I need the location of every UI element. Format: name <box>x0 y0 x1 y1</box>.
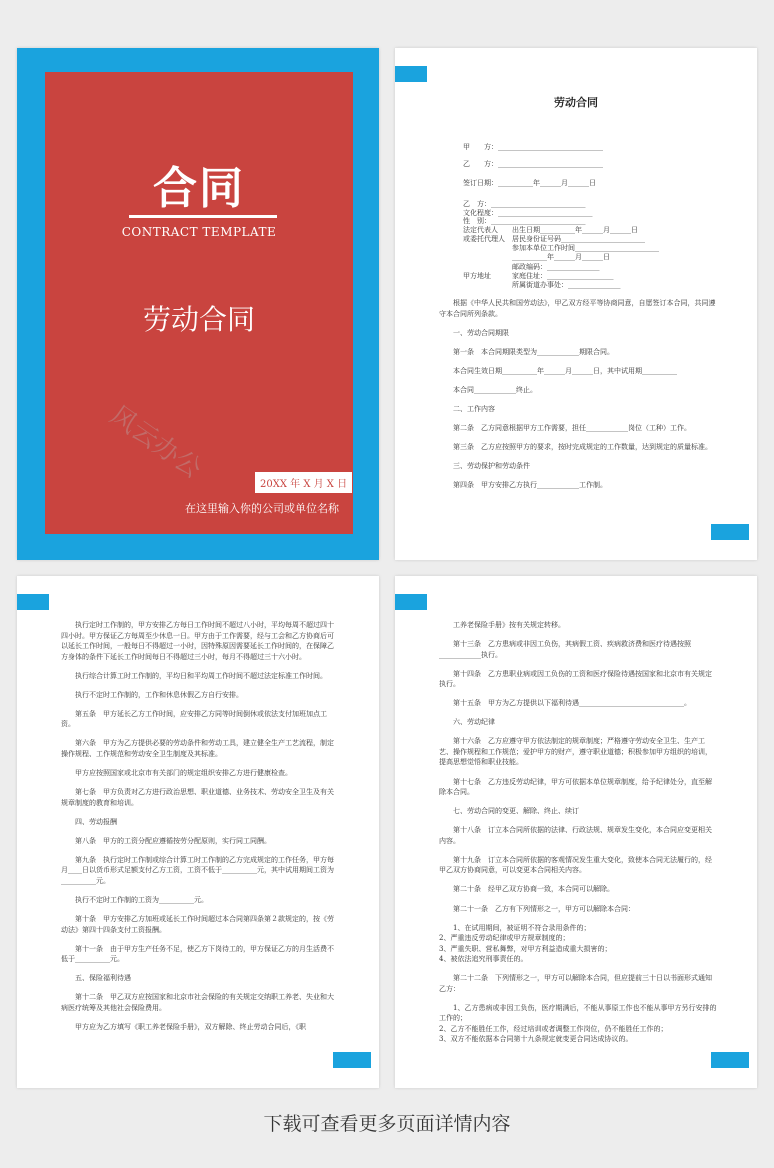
cover-title: 合同 <box>153 163 245 214</box>
paragraph: 一、劳动合同期限 <box>453 328 509 337</box>
paragraph: 第八条 甲方的工资分配应遵循按劳分配原则，实行同工同酬。 <box>75 836 271 845</box>
paragraph: 本合同生效日期__________年______月______日，其中试用期__________ <box>453 366 677 375</box>
page-corner-tab <box>395 66 427 82</box>
cover-divider <box>129 215 277 218</box>
paragraph: 1、乙方患病或非因工负伤，医疗期满后，不能从事原工作也不能从事甲方另行安排的工作的； 2、乙方不能胜任工作，经过培训或者调整工作岗位，仍不能胜任工作的； 3、双方不能依据本合同第十九条规定就变更合同达成协议的。 <box>439 1003 717 1044</box>
paragraph: 第二条 乙方同意根据甲方工作需要，担任____________岗位（工种）工作。 <box>453 424 691 433</box>
paragraph: 甲方应按照国家或北京市有关部门的规定组织安排乙方进行健康检查。 <box>75 768 292 777</box>
contract-page-2 <box>17 576 379 1088</box>
paragraph: 本合同____________终止。 <box>453 385 537 394</box>
page-corner-tab <box>711 1052 749 1068</box>
paragraph: 第十条 甲方安排乙方加班或延长工作时间超过本合同第四条第２款规定的，按《劳动法》第四十四条支付工资报酬。 <box>61 915 334 934</box>
paragraph: 第一条 本合同期限类型为____________期限合同。 <box>453 347 614 356</box>
paragraph: 第九条 执行定时工作制或综合计算工时工作制的乙方完成规定的工作任务，甲方每月____日以货币形式足额支付乙方工资，工资不低于__________元，其中试用期间工资为__________元。 <box>61 855 334 885</box>
paragraph: 第十四条 乙方患职业病或因工负伤的工资和医疗保险待遇按国家和北京市有关规定执行。 <box>439 669 712 689</box>
contract-field-row: 参加本单位工作时间________________________ <box>463 244 659 252</box>
contract-field-row: 法定代表人 出生日期__________年______月______日 <box>463 226 638 234</box>
contract-field-row: 乙 方：___________________________ <box>463 200 586 208</box>
download-caption: 下载可查看更多页面详情内容 <box>263 1113 511 1135</box>
paragraph: 第十三条 乙方患病或非因工负伤，其病假工资、疾病救济费和医疗待遇按照____________执行。 <box>439 640 691 659</box>
paragraph: 执行综合计算工时工作制的，平均日和平均周工作时间不超过法定标准工作时间。 <box>75 671 327 680</box>
paragraph: 五、保险福利待遇 <box>75 974 131 983</box>
page-corner-tab <box>711 524 749 540</box>
contract-field-row: __________年______月______日 <box>463 253 610 261</box>
paragraph: 第三条 乙方应按照甲方的要求，按时完成规定的工作数量，达到规定的质量标准。 <box>453 443 712 452</box>
paragraph: 第十九条 订立本合同所依据的客观情况发生重大变化，致使本合同无法履行的，经甲乙双方协商同意，可以变更本合同相关内容。 <box>439 855 712 875</box>
cover-date-badge: 20XX 年 X 月 X 日 <box>255 472 352 493</box>
contract-field-row: 或委托代理人 居民身份证号码________________________ <box>463 235 645 243</box>
paragraph: 第十六条 乙方应遵守甲方依法制定的规章制度；严格遵守劳动安全卫生、生产工艺、操作规程和工作规范；爱护甲方的财产，遵守职业道德；积极参加甲方组织的培训，提高思想觉悟和职业技能。 <box>439 737 712 767</box>
paragraph: 第十二条 甲乙双方应按国家和北京市社会保险的有关规定交纳职工养老、失业和大病医疗统筹及其他社会保险费用。 <box>61 993 334 1012</box>
page-corner-tab <box>395 594 427 610</box>
paragraph: 第十八条 订立本合同所依据的法律、行政法规、规章发生变化，本合同应变更相关内容。 <box>439 826 712 845</box>
paragraph: 七、劳动合同的变更、解除、终止、续订 <box>453 807 579 816</box>
contract-field-row: 性 别：___________________________ <box>463 217 586 225</box>
contract-page-3 <box>395 576 757 1088</box>
contract-body <box>61 620 339 1041</box>
contract-field-row: 乙 方：______________________________ <box>463 160 603 168</box>
paragraph: 四、劳动报酬 <box>75 817 117 826</box>
cover-contract-name: 劳动合同 <box>142 303 255 336</box>
paragraph: 第十一条 由于甲方生产任务不足，使乙方下岗待工的，甲方保证乙方的月生活费不低于__________元。 <box>61 944 334 964</box>
paragraph: 第二十一条 乙方有下列情形之一，甲方可以解除本合同： <box>453 904 635 913</box>
paragraph: 甲方应为乙方填写《职工养老保险手册》，双方解除、终止劳动合同后，《职 <box>75 1022 306 1031</box>
contract-field-row: 邮政编码：_______________ <box>463 263 600 271</box>
contract-body <box>439 298 717 499</box>
contract-page-1 <box>395 48 757 560</box>
cover-watermark: 风云办公 <box>104 400 207 485</box>
paragraph: 第二十二条 下列情形之一，甲方可以解除本合同，但应提前三十日以书面形式通知乙方： <box>439 974 712 993</box>
contract-field-row: 所属街道办事处：_______________ <box>463 281 621 289</box>
paragraph: 执行定时工作制的，甲方安排乙方每日工作时间不超过八小时，平均每周不超过四十四小时。甲方保证乙方每周至少休息一日。甲方由于工作需要，经与工会和乙方协商后可以延长工作时间，一般每日不得超过一小时，因特殊原因需要延长工作时间的，在保障乙方身体的条件下延长工作时间每日不得超过三小时，每月不得超过三十六小时。 <box>61 621 334 661</box>
contract-field-row: 文化程度：___________________________ <box>463 209 593 217</box>
paragraph: 第六条 甲方为乙方提供必要的劳动条件和劳动工具，建立健全生产工艺流程，制定操作规程、工作规范和劳动安全卫生制度及其标准。 <box>61 739 334 758</box>
cover-red-panel <box>45 72 353 534</box>
cover-company-name: 在这里输入你的公司或单位名称 <box>185 502 339 515</box>
paragraph: 第二十条 经甲乙双方协商一致，本合同可以解除。 <box>453 885 614 894</box>
contract-title: 劳动合同 <box>554 96 598 109</box>
paragraph: 执行不定时工作制的，工作和休息休假乙方自行安排。 <box>75 690 243 699</box>
contract-body <box>439 620 717 1053</box>
paragraph: 第十七条 乙方违反劳动纪律，甲方可依据本单位规章制度，给予纪律处分，直至解除本合同。 <box>439 777 712 797</box>
paragraph: 第七条 甲方负责对乙方进行政治思想、职业道德、业务技术、劳动安全卫生及有关规章制度的教育和培训。 <box>61 788 334 807</box>
cover-subtitle: CONTRACT TEMPLATE <box>121 225 277 239</box>
paragraph: 1、在试用期间，被证明不符合录用条件的； 2、严重违反劳动纪律或甲方规章制度的； 3、严重失职、营私舞弊，对甲方利益造成重大损害的； 4、被依法追究刑事责任的。 <box>439 923 612 964</box>
paragraph: 工养老保险手册》按有关规定转移。 <box>453 621 565 629</box>
cover-page <box>17 48 379 560</box>
paragraph: 第四条 甲方安排乙方执行____________工作制。 <box>453 481 607 490</box>
page-corner-tab <box>17 594 49 610</box>
paragraph: 根据《中华人民共和国劳动法》，甲乙双方经平等协商同意，自愿签订本合同，共同遵守本合同所列条款。 <box>439 299 716 318</box>
paragraph: 六、劳动纪律 <box>453 718 495 727</box>
paragraph: 二、工作内容 <box>453 404 495 413</box>
paragraph: 第十五条 甲方为乙方提供以下福利待遇______________________________。 <box>453 699 691 708</box>
page-corner-tab <box>333 1052 371 1068</box>
contract-field-row: 甲方地址 家庭住址：___________________ <box>463 272 614 280</box>
contract-field-row: 签订日期：__________年______月______日 <box>463 179 596 187</box>
paragraph: 执行不定时工作制的工资为__________元。 <box>75 895 208 904</box>
paragraph: 第五条 甲方延长乙方工作时间，应安排乙方同等时间倒休或依法支付加班加点工资。 <box>61 709 327 729</box>
paragraph: 三、劳动保护和劳动条件 <box>453 462 530 471</box>
contract-field-row: 甲 方：______________________________ <box>463 143 603 151</box>
